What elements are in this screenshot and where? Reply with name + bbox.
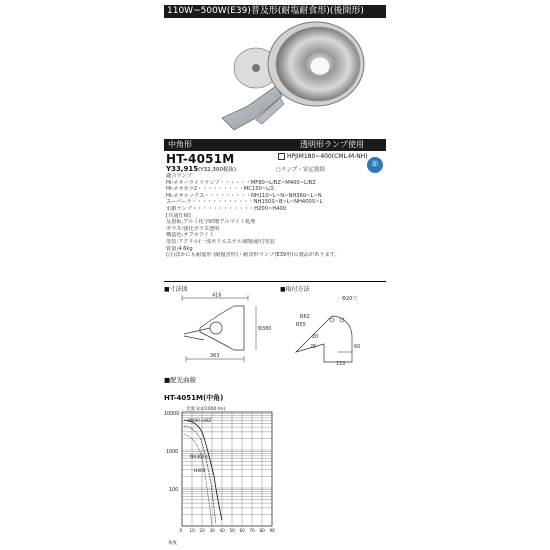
product-photo [164,20,386,138]
width-label: 416 [212,292,222,299]
spec-line: Hi-ネオセラ2・・・・・・・・・MC150~L/2 [166,186,275,193]
y-tick-10000: 10000 [164,412,180,417]
price-tax: (Y32,300税抜) [198,167,236,173]
x-tick-label: 60 [239,528,245,533]
x-tick-label: 10 [189,528,195,533]
curve-section-title: ■配光曲線 [164,376,197,384]
height-60-label: 60 [354,344,361,350]
spec-line: 水銀ランプ・・・・・・・・・・・・H200~H400 [166,205,287,212]
spec-line: スーパーラ・・・・・・・・・・・・NH150S~B~L~NH400S~L [166,199,323,206]
offset-25-label: 25 [310,344,317,350]
lamp-type-label: 透明形ランプ使用 [300,140,364,149]
series-label-nh360: NH360-L [190,455,209,460]
lamp-code-text: HPJIM180~400(CML-M-NH) [287,153,368,160]
model-number: HT-4051M [166,152,235,166]
lamp-code [278,153,368,160]
checkbox-icon [278,153,285,160]
x-tick-label: 80 [259,528,265,533]
spec-line: 塗装:アクリル(一部ポリエステル)樹脂焼付塗装 [166,238,275,245]
series-label-m400: M400-L/BZ [188,419,212,424]
height-110-label: 110 [336,361,346,366]
price-value: Y33,915 [166,165,199,173]
x-tick-label: 90 [269,528,275,533]
spec-line: ガラス:強化ガラス透明 [166,225,220,232]
title-bar [164,5,386,18]
depth-label: 363 [210,353,220,359]
floodlight-image [164,20,386,138]
spec-line: 反射板:アルミ化学研磨アルマイト処理 [166,219,256,226]
x-tick-label: 30 [209,528,215,533]
x-unit-label: 角度 [168,541,177,546]
chart-unit-label: 光度 (cd/1000 lm) [186,407,226,412]
x-tick-label: 50 [229,528,235,533]
spec-line: 構造色:オフホワイト [166,232,215,239]
spec-line: Hi-ネオルックス・・・・・・・・・NH110~L~N~NH360~L~N [166,192,322,199]
curve-model: HT-4051M(中角) [164,394,224,402]
radius-55-label: R55 [296,322,306,328]
series-label-h400: H400 [194,469,206,474]
radius-62-label: R62 [300,314,310,320]
y-tick-1000: 1000 [166,450,179,455]
drawings-panel [164,284,386,368]
x-tick-label: 70 [249,528,255,533]
hole-label: Φ20穴 [342,296,358,302]
spec-list [166,173,386,259]
mounting-title: ■取付方法 [280,286,310,293]
divider [164,281,386,282]
spec-line: 適合ランプ [166,173,192,179]
y-tick-100: 100 [169,488,179,493]
offset-20-label: 20 [312,334,319,340]
price [166,165,236,173]
x-tick-label: 20 [199,528,205,533]
lamp-note: ○ランプ・安定器別 [276,167,325,173]
spec-line: 質量:4.6kg [166,245,193,252]
beam-type-label: 中角形 [168,140,192,149]
mounting-drawing [280,292,386,366]
spec-line: (注)ほかにも耐塩形 (耐塩害形)・耐食形ランプ(E39形)の製品があります。 [166,252,340,259]
diameter-label: Φ380 [258,326,272,332]
light-distribution-chart [164,402,284,548]
x-tick-label: 40 [219,528,225,533]
dimension-drawing [164,292,276,366]
x-tick-label: 0 [179,528,183,533]
eco-badge-icon: 節 [367,157,383,173]
type-bar [164,139,386,151]
spec-line: [共通仕様] [166,212,191,219]
spec-line: Hi-ネオハライドランプ・・・・・・MF80~L/BZ~M400~L/BZ [166,179,316,186]
page-title: 110W~500W(E39)普及形(耐塩耐食形)(後開形) [167,6,364,16]
dimension-title: ■寸法図 [164,286,188,293]
